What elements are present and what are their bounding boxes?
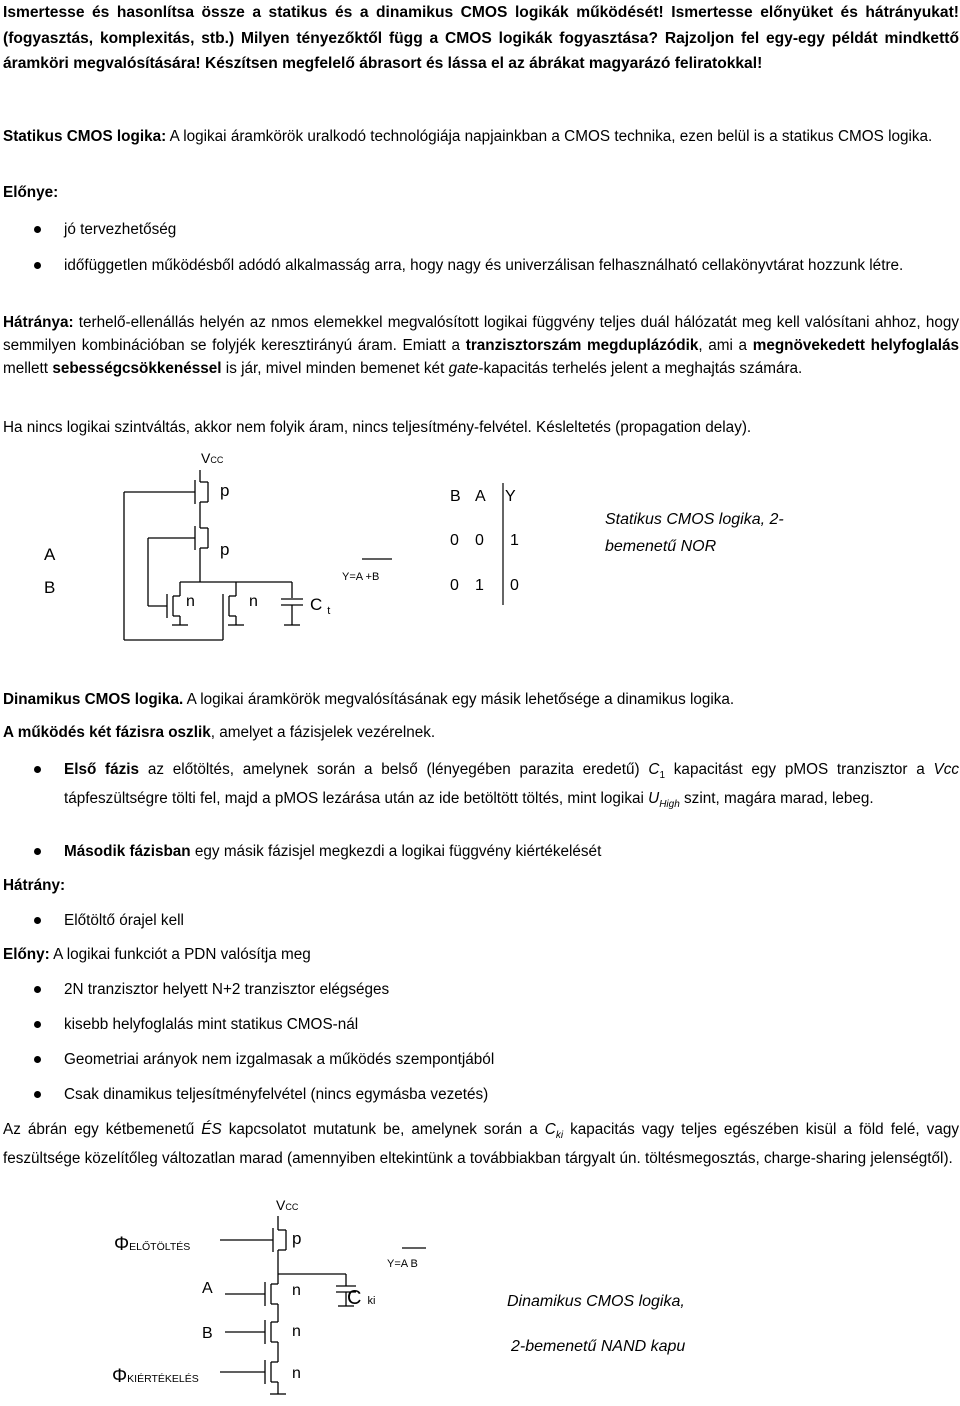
nmos-label-2: n <box>292 1323 301 1340</box>
nmos-label-1: n <box>292 1282 301 1299</box>
truth-head-a: A <box>475 488 486 505</box>
dynamic-nand-circuit <box>100 1194 570 1406</box>
vcc-label: VCC <box>276 1197 299 1213</box>
truth-cell: 0 <box>450 577 459 594</box>
truth-cell: 1 <box>475 577 484 594</box>
dynamic-adv-item-3: Geometriai arányok nem izgalmasak a működés szempontjából <box>34 1048 959 1071</box>
dynamic-adv-item-2: kisebb helyfoglalás mint statikus CMOS-nál <box>34 1013 959 1036</box>
dynamic-disadvantage-label: Hátrány: <box>3 877 66 894</box>
dynamic-cmos-heading: Dinamikus CMOS logika. <box>3 691 184 708</box>
dynamic-adv-item-1: 2N tranzisztor helyett N+2 tranzisztor elégséges <box>34 978 959 1001</box>
static-cmos-intro <box>3 125 959 148</box>
input-a-label: A <box>44 545 56 564</box>
input-a-label: A <box>202 1280 213 1297</box>
bullet-icon <box>34 917 41 924</box>
nand-description: Az ábrán egy kétbemenetű ÉS kapcsolatot mutatunk be, amelynek során a $C_{ki}$ kapacitás vagy teljes egészében kisül a föld felé, vagy feszültsége közelítőleg változatlan marad (amennyiben eltekintünk a továbbiakban tárgyalt ún. töltésmegosztás, charge-sharing jelenségtől). <box>3 1121 959 1168</box>
dynamic-advantage: Előny: A logikai funkciót a PDN valósítja meg <box>3 946 311 963</box>
pmos-label-2: p <box>220 540 230 559</box>
phi-icon: Φ <box>114 1234 130 1255</box>
dynamic-phases: A működés két fázisra oszlik, amelyet a fázisjelek vezérelnek. <box>3 724 436 741</box>
static-figure-caption: Statikus CMOS logika, 2- bemenetű NOR <box>605 511 784 555</box>
static-adv-item-1: jó tervezhetőség <box>34 218 959 241</box>
pmos-label-1: p <box>220 481 230 500</box>
exam-question <box>3 0 959 77</box>
bullet-icon <box>34 848 41 855</box>
static-cmos-heading: Statikus CMOS logika: <box>3 128 167 145</box>
phi-icon: Φ <box>112 1366 128 1387</box>
static-adv-item-2: időfüggetlen működésből adódó alkalmasság arra, hogy nagy és univerzálisan felhasználható cellakönyvtárat hozzunk létre. <box>34 254 959 277</box>
dynamic-dis-item-1: Előtöltő órajel kell <box>34 909 959 932</box>
capacitor-label: C $_t$ <box>310 595 331 617</box>
capacitor-label: Cki <box>347 1287 376 1309</box>
static-nor-circuit <box>0 448 400 648</box>
phase-1-item: Első fázis az előtöltés, amelynek során a belső (lényegében parazita eredetű) $C_1$ kapacitást egy pMOS tranzisztor a Vcc tápfeszültségre tölti fel, majd a pMOS lezárása után az ide betöltött töltés, mint logikai $U_{High}$ szint, magára marad, lebeg. <box>34 758 959 816</box>
nmos-label-1: n <box>186 593 195 610</box>
truth-cell: 0 <box>450 532 459 549</box>
bullet-icon <box>34 262 41 269</box>
truth-head-b: B <box>450 488 461 505</box>
static-disadvantages-label: Hátránya: <box>3 314 74 331</box>
nor-truth-table <box>440 478 560 608</box>
input-b-label: B <box>202 1325 213 1342</box>
bullet-icon <box>34 986 41 993</box>
nmos-label-2: n <box>249 593 258 610</box>
exam-question-text: Ismertesse és hasonlítsa össze a statikus és a dinamikus CMOS logikák működését! Ismertesse előnyüket és hátrányukat! (fogyasztás, komplexitás, stb.) Milyen tényezőktől függ a CMOS logikák fogyasztása? Rajzoljon fel egy-egy példát mindkettő áramköri megvalósítására! Készítsen megfelelő ábrasort és lássa el az ábrákat magyarázó feliratokkal! <box>3 4 959 72</box>
bullet-icon <box>34 226 41 233</box>
static-disadvantages: Hátránya: terhelő-ellenállás helyén az nmos elemekkel megvalósított logikai függvény teljes duál hálózatát meg kell valósítani ahhoz, hogy semmilyen kombinációban se folyjék keresztirányú áram. Emiatt a tranzisztorszám megduplázódik, ami a megnövekedett helyfoglalás mellett sebességcsökkenéssel is jár, mivel minden bemenet két gate-kapacitás terhelés jelent a meghajtás számára. <box>3 314 960 377</box>
vcc-label: VCC <box>201 450 224 466</box>
truth-cell: 0 <box>475 532 484 549</box>
dynamic-adv-item-4: Csak dinamikus teljesítményfelvétel (nincs egymásba vezetés) <box>34 1083 959 1106</box>
truth-head-y: Y <box>505 488 516 505</box>
truth-cell: 0 <box>510 577 519 594</box>
input-b-label: B <box>44 578 56 597</box>
dynamic-advantage-label: Előny: <box>3 946 50 963</box>
bullet-icon <box>34 1091 41 1098</box>
static-cmos-intro-text: A logikai áramkörök uralkodó technológiája napjainkban a CMOS technika, ezen belül is a statikus CMOS logika. <box>166 128 933 145</box>
output-expression: Y=A +B <box>342 571 380 583</box>
bullet-icon <box>34 766 41 773</box>
truth-cell: 1 <box>510 532 519 549</box>
phase-2-item: Második fázisban egy másik fázisjel megkezdi a logikai függvény kiértékelését <box>34 840 959 863</box>
static-advantages-label: Előnye: <box>3 184 59 201</box>
bullet-icon <box>34 1056 41 1063</box>
no-switch-note: Ha nincs logikai szintváltás, akkor nem folyik áram, nincs teljesítmény-felvétel. Késleltetés (propagation delay). <box>3 419 752 436</box>
dynamic-figure-caption: Dinamikus CMOS logika, 2-bemenetű NAND kapu <box>507 1293 686 1355</box>
pmos-label: p <box>292 1229 302 1248</box>
phi-precharge-label: ΦELŐTÖLTÉS <box>114 1234 191 1255</box>
phi-evaluate-label: ΦKIÉRTÉKELÉS <box>112 1366 199 1387</box>
dynamic-cmos-intro: Dinamikus CMOS logika. A logikai áramkörök megvalósításának egy másik lehetősége a dinamikus logika. <box>3 691 735 708</box>
bullet-icon <box>34 1021 41 1028</box>
output-expression: Y=A B <box>387 1258 418 1270</box>
nmos-label-3: n <box>292 1365 301 1382</box>
